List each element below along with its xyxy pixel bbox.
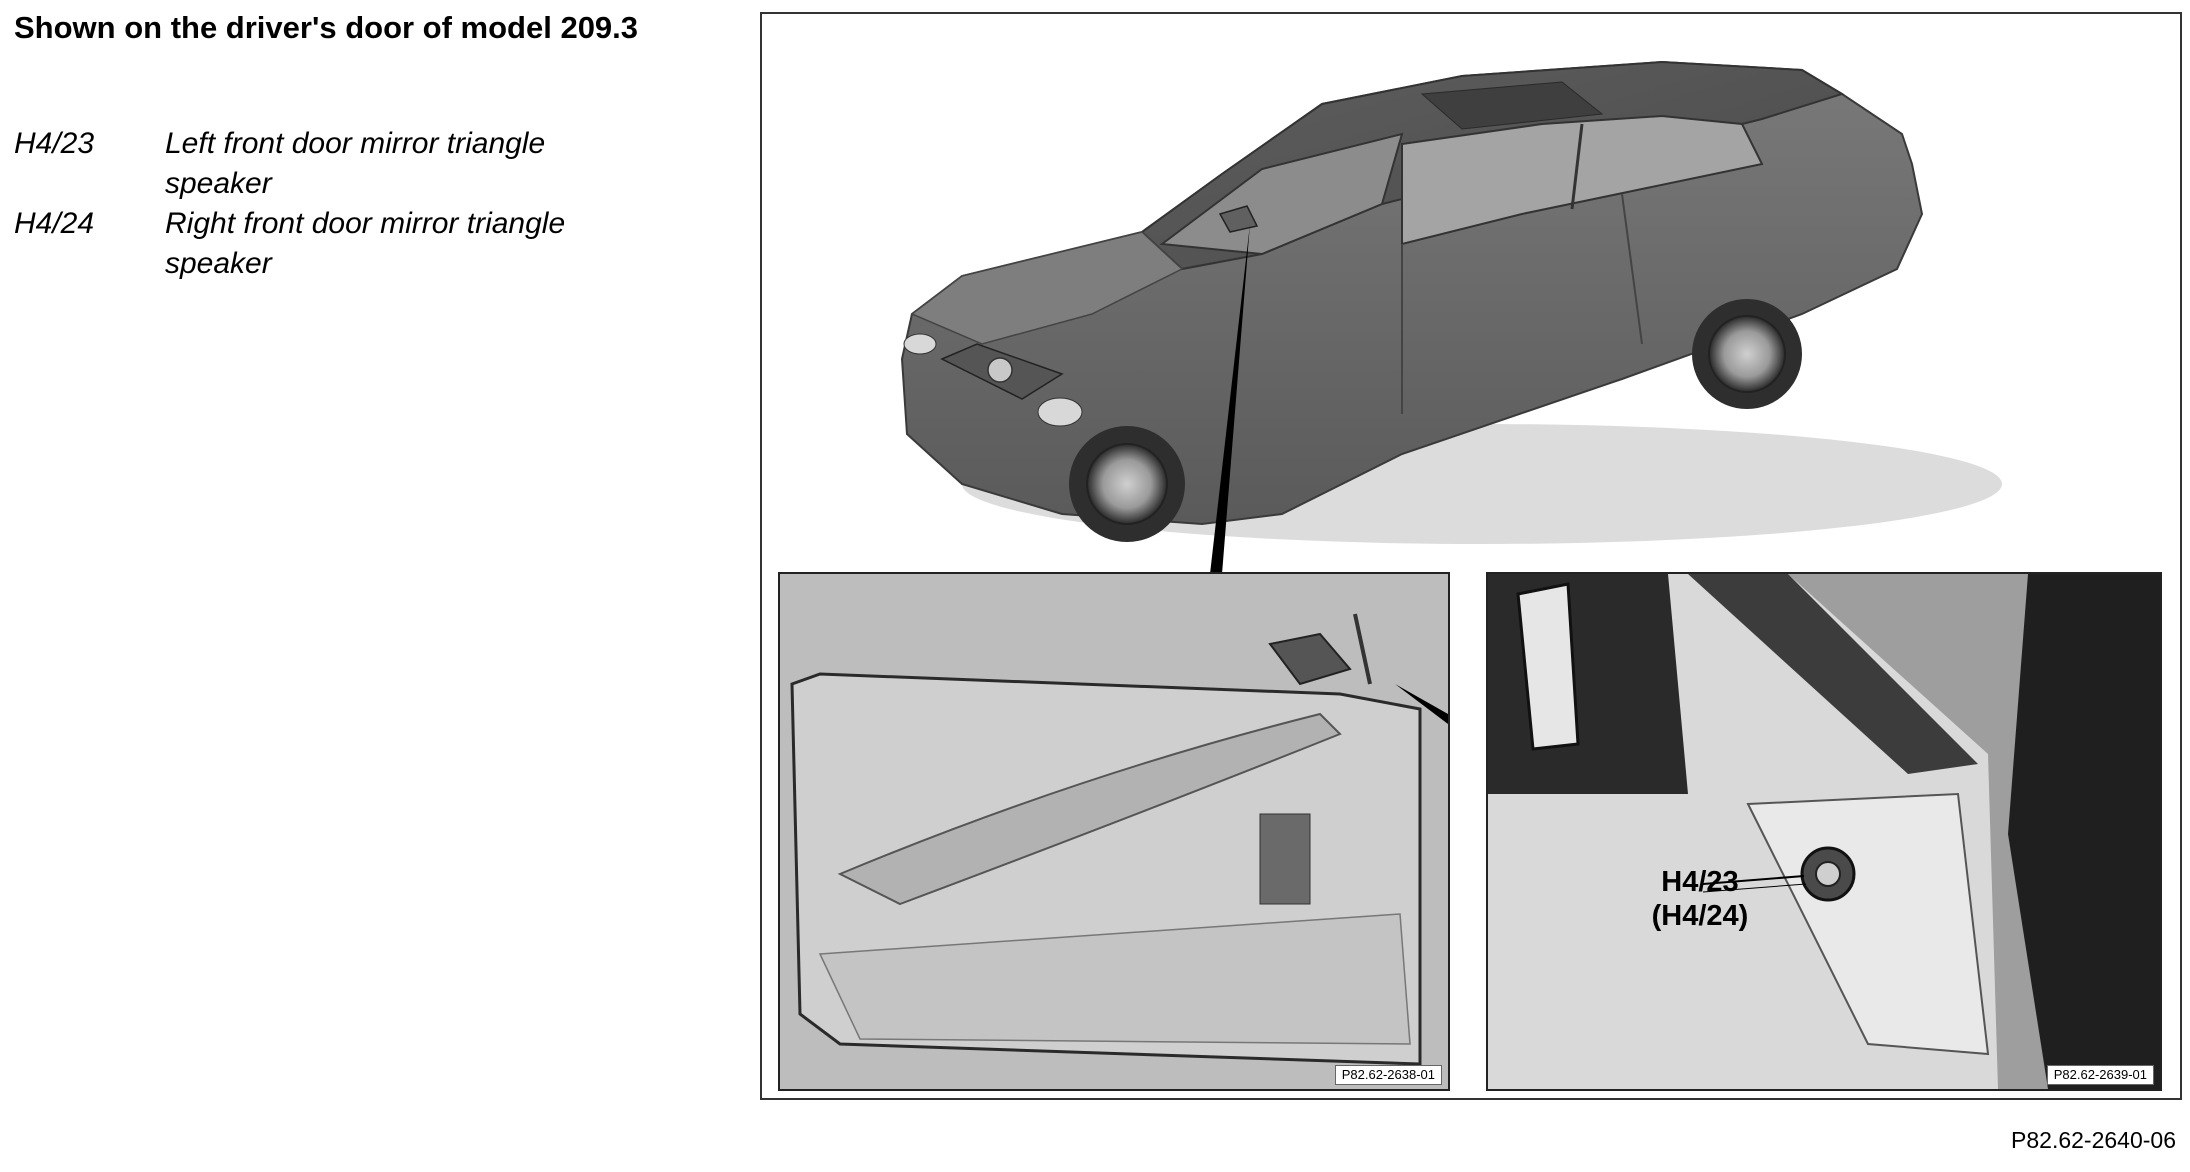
legend-code: H4/23	[14, 127, 95, 160]
page-heading: Shown on the driver's door of model 209.3	[14, 10, 639, 45]
door-interior-inset	[778, 572, 1450, 1091]
legend-row	[14, 204, 654, 284]
legend-description: Left front door mirror triangle speaker	[165, 127, 546, 200]
legend-code: H4/24	[14, 207, 95, 240]
speaker-detail-illustration	[1488, 574, 2160, 1089]
location-figure	[760, 12, 2182, 1100]
door-interior-illustration	[780, 574, 1448, 1089]
callout-secondary: (H4/24)	[1651, 900, 1749, 932]
speaker-callout	[1630, 865, 1770, 933]
figure-code: P82.62-2640-06	[2011, 1127, 2176, 1153]
inset-left-code: P82.62-2638-01	[1335, 1065, 1442, 1085]
legend-row	[14, 124, 654, 204]
component-legend	[14, 124, 654, 284]
speaker-detail-inset	[1486, 572, 2162, 1091]
callout-primary: H4/23	[1661, 866, 1739, 898]
inset-right-code: P82.62-2639-01	[2047, 1065, 2154, 1085]
legend-description: Right front door mirror triangle speaker	[165, 207, 566, 280]
